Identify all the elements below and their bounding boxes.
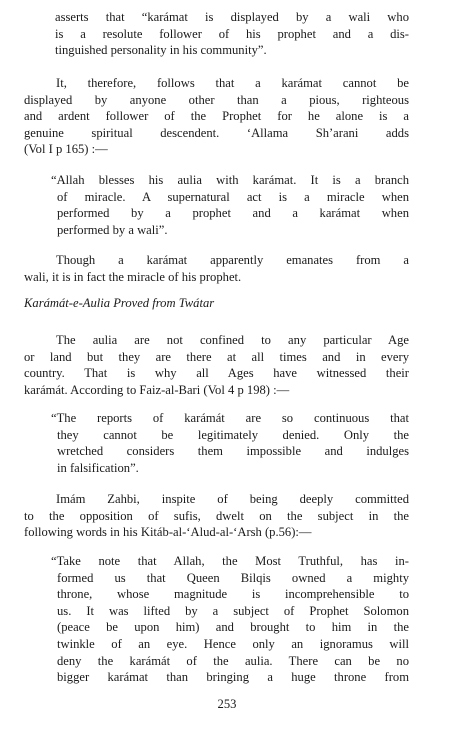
- text-line: displayed by anyone other than a pious, righteous: [24, 92, 409, 107]
- quote-sharani: [47, 172, 409, 238]
- text-line: performed by a prophet and a karámat when: [57, 206, 409, 221]
- text-line: The aulia are not confined to any particular Age: [56, 333, 409, 347]
- quote-throne-bilqis: [47, 553, 409, 686]
- text-line: bigger karámat than bringing a huge throne from: [57, 670, 409, 685]
- text-line: or land but they are there at all times and in every: [24, 349, 409, 364]
- paragraph-karamat-follows: [24, 75, 409, 158]
- paragraph-aulia-not-confined: [24, 332, 409, 398]
- text-line: tinguished personality in his community”.: [55, 43, 267, 58]
- paragraph-imam-zahbi: [24, 491, 409, 541]
- text-line: Though a karámat apparently emanates from a: [56, 253, 409, 267]
- text-line: wretched considers them impossible and indulges: [57, 444, 409, 459]
- text-line: (Vol I p 165) :—: [24, 142, 108, 157]
- text-line: asserts that “karámat is displayed by a wali who: [55, 10, 409, 24]
- paragraph-continuation: [55, 9, 409, 59]
- text-line: “Take note that Allah, the Most Truthful, has in-: [51, 554, 409, 568]
- text-line: twinkle of an eye. Hence only an ignoramus will: [57, 636, 409, 651]
- text-line: formed us that Queen Bilqis owned a mighty: [57, 570, 409, 585]
- text-line: performed by a wali”.: [57, 222, 168, 237]
- text-line: us. It was lifted by a subject of Prophet Solomon: [57, 603, 409, 618]
- text-line: (peace be upon him) and brought to him in the: [57, 620, 409, 635]
- text-line: to the opposition of sufis, dwelt on the subject in the: [24, 508, 409, 523]
- text-line: following words in his Kitáb-al-‘Alud-al-‘Arsh (p.56):—: [24, 525, 312, 540]
- text-line: throne, whose magnitude is incomprehensible to: [57, 587, 409, 602]
- text-line: wali, it is in fact the miracle of his prophet.: [24, 269, 242, 284]
- text-line: genuine spiritual descendent. ‘Allama Sh’arani adds: [24, 125, 409, 140]
- text-line: deny the karámát of the aulia. There can be no: [57, 653, 409, 668]
- text-line: “Allah blesses his aulia with karámat. It is a branch: [51, 173, 409, 187]
- text-line: Imám Zahbi, inspite of being deeply committed: [56, 492, 409, 506]
- section-heading: Karámát-e-Aulia Proved from Twátar: [24, 296, 215, 310]
- text-line: in falsification”.: [57, 460, 139, 475]
- page-number: 253: [217, 697, 237, 711]
- text-line: and ardent follower of the Prophet for he alone is a: [24, 109, 409, 124]
- text-line: country. That is why all Ages have witnessed their: [24, 366, 409, 381]
- paragraph-miracle-of-prophet: [24, 252, 409, 285]
- text-line: they cannot be legitimately denied. Only the: [57, 427, 409, 442]
- text-line: karámát. According to Faiz-al-Bari (Vol 4 p 198) :—: [24, 382, 290, 397]
- text-line: of miracle. A supernatural act is a miracle when: [57, 189, 409, 204]
- text-line: is a resolute follower of his prophet and a dis-: [55, 26, 409, 41]
- quote-faiz-al-bari: [47, 410, 409, 476]
- text-line: “The reports of karámát are so continuous that: [51, 411, 409, 425]
- text-line: It, therefore, follows that a karámat cannot be: [56, 76, 409, 90]
